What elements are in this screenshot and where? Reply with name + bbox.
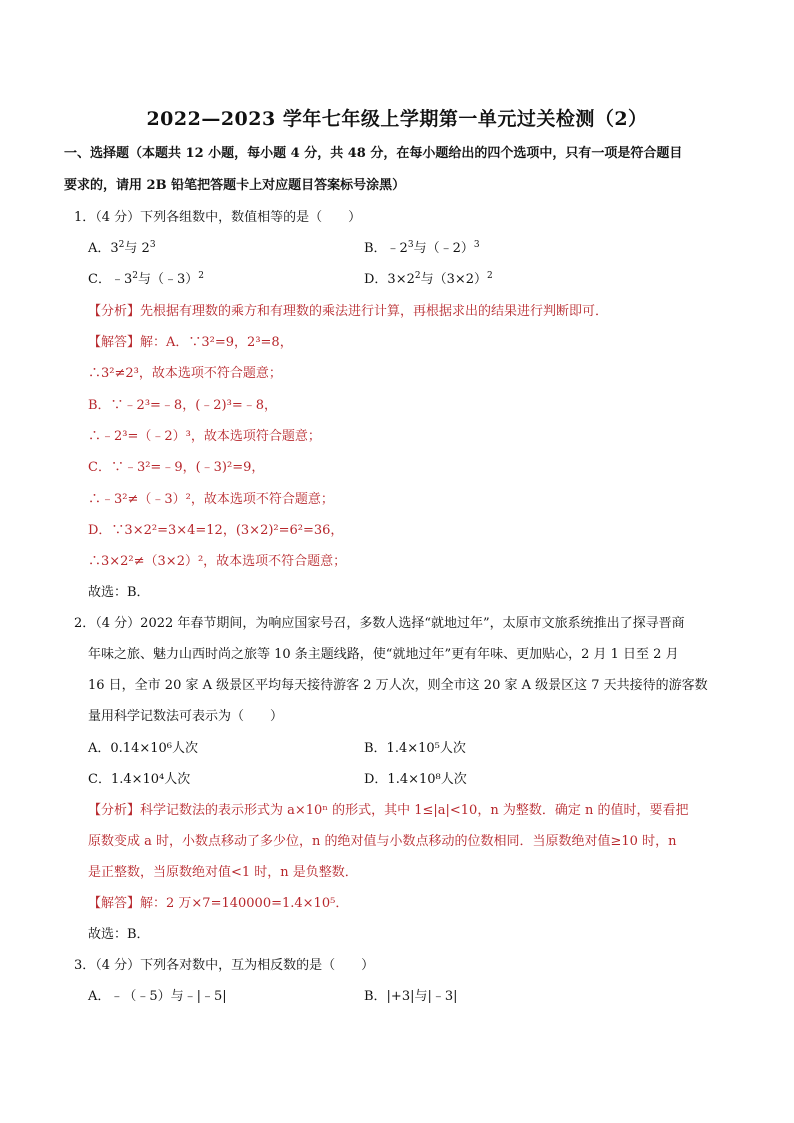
analysis-tag: 【分析】 (88, 803, 141, 818)
question-3-option-a: A．﹣（﹣5）与﹣|﹣5| (88, 989, 227, 1004)
question-2-option-a: A．0.14×10⁶人次 (88, 741, 198, 756)
question-1-option-d: D．$3\times 2^2$与$(3\times 2)^2$ (364, 271, 493, 287)
question-1-analysis: 【分析】先根据有理数的乘方和有理数的乘法进行计算，再根据求出的结果进行判断即可． (88, 304, 609, 319)
question-2-option-b: B．1.4×10⁵人次 (364, 741, 466, 756)
question-2-stem-line-2: 年味之旅、魅力山西时尚之旅等 10 条主题线路，使“就地过年”更有年味、更加贴心，2 月 1 日至 2 月 (88, 647, 679, 662)
question-3-option-b: B．|+3|与|﹣3| (364, 989, 458, 1004)
analysis-tag: 【分析】 (88, 304, 141, 319)
question-2-stem-line-4: 量用科学记数法可表示为（ ） (88, 709, 284, 724)
question-2-option-c: C．1.4×10⁴人次 (88, 772, 191, 787)
question-2-analysis-line-3: 是正整数，当原数绝对值<1 时，n 是负整数． (88, 865, 358, 880)
question-2-answer: 【解答】解：2 万×7=140000=1.4×10⁵． (88, 896, 349, 911)
question-1-answer-line-2: ∴3²≠2³，故本选项不符合题意； (88, 366, 282, 381)
section-heading-line-2: 要求的，请用 2B 铅笔把答题卡上对应题目答案标号涂黑） (64, 178, 406, 193)
question-1-answer-line-1: 【解答】解：A．∵3²=9，2³=8， (88, 335, 293, 350)
question-1-answer-line-4: ∴﹣2³=（﹣2）³，故本选项符合题意； (88, 429, 321, 444)
question-2-analysis-line-2: 原数变成 a 时，小数点移动了多少位，n 的绝对值与小数点移动的位数相同．当原数绝对值≥10 时，n (88, 834, 677, 849)
question-1-answer-line-8: ∴3×2²≠（3×2）²，故本选项不符合题意； (88, 554, 347, 569)
question-3-stem: 3．（4 分）下列各对数中，互为相反数的是（ ） (74, 958, 375, 973)
question-2-choice: 故选：B． (88, 927, 150, 942)
question-2-stem-line-3: 16 日，全市 20 家 A 级景区平均每天接待游客 2 万人次，则全市这 20 家 A 级景区这 7 天共接待的游客数 (88, 678, 708, 693)
question-2-analysis-line-1: 【分析】科学记数法的表示形式为 a×10ⁿ 的形式，其中 1≤|a|<10，n 为整数．确定 n 的值时，要看把 (88, 803, 689, 818)
section-heading-line-1: 一、选择题（本题共 12 小题，每小题 4 分，共 48 分，在每小题给出的四个选项中，只有一项是符合题目 (64, 146, 683, 161)
question-1-answer-line-3: B．∵﹣2³=﹣8，(﹣2)³=﹣8， (88, 398, 277, 413)
question-2-option-d: D．1.4×10⁸人次 (364, 772, 467, 787)
question-1-choice: 故选：B． (88, 585, 150, 600)
page-title: 2022—2023 学年七年级上学期第一单元过关检测（2） (146, 108, 648, 130)
question-1-answer-line-7: D．∵3×2²=3×4=12，(3×2)²=6²=36， (88, 523, 344, 538)
question-2-stem-line-1: 2．（4 分）2022 年春节期间，为响应国家号召，多数人选择“就地过年”，太原市文旅系统推出了探寻晋商 (74, 616, 685, 631)
question-1-option-b: B．$﹣2^3$与（﹣2）$^3$ (364, 240, 480, 256)
answer-tag: 【解答】 (88, 335, 141, 350)
question-1-option-a: A．$3^2$与 $2^3$ (88, 240, 156, 256)
question-1-stem: 1．（4 分）下列各组数中，数值相等的是（ ） (74, 210, 362, 225)
question-1-option-c: C．$﹣3^2$与（﹣3）$^2$ (88, 271, 204, 287)
question-1-answer-line-6: ∴﹣3²≠（﹣3）²，故本选项不符合题意； (88, 492, 334, 507)
answer-tag: 【解答】 (88, 896, 141, 911)
question-1-answer-line-5: C．∵﹣3²=﹣9，(﹣3)²=9， (88, 460, 265, 475)
